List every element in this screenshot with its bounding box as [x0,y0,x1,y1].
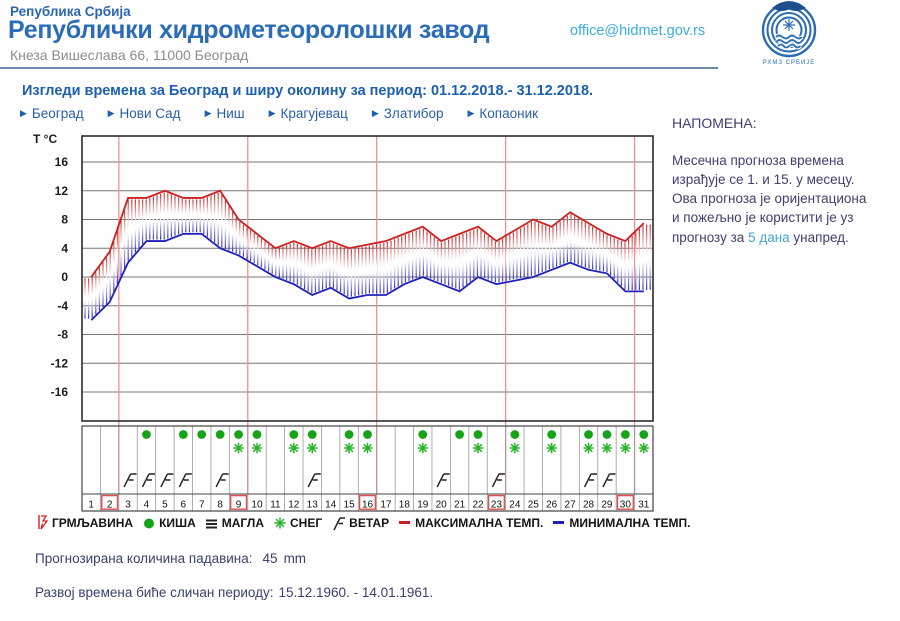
rain-icon [253,430,262,439]
precip-value: 45 [262,551,278,566]
header-divider [0,67,718,69]
napomena-body [672,151,872,247]
day-number: 17 [380,499,392,511]
day-number: 10 [251,499,263,511]
snow-icon [510,443,519,452]
nav-item-label: Златибор [383,106,444,121]
snow-icon [602,443,611,452]
y-axis-label: Т °С [33,132,58,146]
min-temp-icon [552,518,566,527]
temperature-forecast-chart [0,126,670,516]
wind-icon [142,474,155,487]
logo-caption: РХМЗ СРБИЈЕ [762,60,816,66]
snow-icon [252,443,261,452]
day-number: 19 [417,499,429,511]
five-day-forecast-link[interactable]: 5 дана [748,229,790,245]
nav-arrow-icon: ▶ [20,108,27,118]
snow-icon [234,443,243,452]
nav-item-novi-sad[interactable] [108,106,181,121]
day-number: 13 [306,499,318,511]
wind-icon [437,474,450,487]
rain-icon [418,430,427,439]
rain-icon [455,430,464,439]
legend-label: СНЕГ [290,515,323,530]
rain-icon [584,430,593,439]
y-tick-label: -8 [57,327,68,342]
legend-item-min-temp [552,516,690,530]
day-numbers [88,496,649,511]
day-number: 18 [398,499,410,511]
day-number: 23 [490,499,502,511]
rain-icon [216,430,225,439]
rain-icon [639,430,648,439]
legend-label: МАГЛА [221,515,265,530]
nav-arrow-icon: ▶ [371,108,379,118]
snow-icon [308,443,317,452]
chart-legend [36,514,691,531]
rain-icon [179,430,188,439]
header-org-name: Републички хидрометеоролошки завод [8,16,490,44]
header-country: Република Србија [10,4,131,19]
city-nav [20,106,538,121]
precipitation-line [35,551,306,566]
day-number: 9 [235,499,242,511]
legend-label: КИША [159,515,196,530]
nav-arrow-icon: ▶ [107,108,115,118]
thunder-icon [36,514,49,531]
y-tick-label: 12 [54,183,68,198]
day-number: 28 [582,499,595,511]
snow-icon [621,443,630,452]
day-number: 24 [509,499,521,511]
day-number: 5 [162,499,168,511]
y-tick-label: 16 [54,155,68,169]
wind-icon [331,515,346,531]
nav-item-nis[interactable] [205,106,245,121]
legend-item-wind [331,515,389,531]
nav-item-beograd[interactable] [20,106,84,121]
nav-arrow-icon: ▶ [467,108,475,118]
header-email-link[interactable]: office@hidmet.gov.rs [570,23,706,39]
nav-item-kragujevac[interactable] [269,106,348,121]
day-number: 12 [288,499,300,511]
snow-icon [273,516,287,530]
snow-icon [473,443,482,452]
legend-item-max-temp [398,516,543,530]
day-number: 29 [601,499,613,511]
similar-period-line [35,585,433,600]
nav-item-label: Крагујевац [280,106,348,121]
snow-icon [289,443,298,452]
day-number: 30 [619,499,631,511]
wind-icon [216,474,229,487]
y-tick-label: 0 [61,270,68,284]
logo-bird-icon [772,1,806,11]
day-number: 8 [217,499,223,511]
day-weather-symbols [124,430,648,487]
nav-arrow-icon: ▶ [204,108,212,118]
day-number: 14 [325,499,337,511]
rain-icon [289,430,298,439]
snow-icon [363,443,372,452]
day-number: 26 [546,499,558,511]
nav-item-label: Ниш [216,106,245,121]
rain-icon [547,430,556,439]
rain-icon [234,430,243,439]
nav-item-zlatibor[interactable] [372,106,444,121]
legend-label: ВЕТАР [349,515,390,530]
rain-icon [345,430,354,439]
precip-label: Прогнозирана количина падавина: [35,551,253,566]
rain-icon [142,516,156,530]
y-tick-label: -4 [57,298,68,313]
nav-item-kopaonik[interactable] [468,106,539,121]
day-number: 25 [527,499,539,511]
wind-icon [603,474,616,487]
nav-item-label: Београд [31,106,84,121]
day-number: 21 [454,499,466,511]
wind-icon [585,474,598,487]
snow-icon [547,443,556,452]
rain-icon [474,430,483,439]
legend-label: МАКСИМАЛНА ТЕМП. [415,515,544,530]
rhmz-logo-emblem [745,0,833,58]
rain-icon [510,430,519,439]
day-number: 20 [435,499,447,511]
legend-item-thunder [36,514,133,531]
day-number: 1 [88,499,94,511]
rain-icon [621,430,630,439]
day-number: 7 [198,499,205,511]
page-title: Изгледи времена за Београд и ширу околину за период: 01.12.2018.- 31.12.2018. [22,83,594,99]
header-address: Кнеза Вишеслава 66, 11000 Београд [10,47,249,63]
wind-icon [124,474,137,487]
wind-icon [161,474,174,487]
day-number: 4 [143,499,150,511]
y-tick-label: 8 [61,212,68,227]
nav-arrow-icon: ▶ [268,108,276,118]
napomena-block [672,115,872,247]
fog-icon [205,516,219,530]
nav-item-label: Нови Сад [119,106,181,121]
napomena-title: НАПОМЕНА: [672,115,757,131]
rain-icon [363,430,372,439]
legend-label: МИНИМАЛНА ТЕМП. [569,515,691,530]
legend-item-snow [273,516,322,530]
nav-item-label: Копаоник [479,106,539,121]
snow-icon [639,443,648,452]
y-tick-label: -12 [50,356,68,371]
max-temp-icon [398,518,412,527]
napomena-text: Месечна прогноза времена израђује се 1. и 15. у месецу. Ова прогноза је оријентациона и пожељно је користити је уз прогнозу за [672,153,867,245]
logo-waves-icon [776,36,802,48]
day-number: 16 [361,499,374,511]
similar-period-label: Развој времена биће сличан периоду: [35,585,274,600]
y-tick-label: 4 [61,241,68,256]
day-number: 3 [125,499,131,511]
rain-icon [197,430,206,439]
rain-icon [308,430,317,439]
similar-period-value: 15.12.1960. - 14.01.1961. [278,585,434,600]
day-number: 27 [564,499,576,511]
day-number: 22 [472,499,484,511]
day-number: 31 [638,499,650,511]
snow-icon [584,443,593,452]
day-number: 11 [270,499,281,511]
rain-icon [603,430,612,439]
day-number: 15 [343,499,355,511]
wind-icon [308,474,321,487]
rain-icon [142,430,151,439]
legend-label: ГРМЉАВИНА [52,515,134,530]
legend-item-fog [205,516,264,530]
wind-icon [179,474,192,487]
wind-icon [492,474,505,487]
napomena-text-after: унапред. [789,229,849,245]
day-number: 6 [180,499,187,511]
precip-unit: mm [283,551,307,566]
y-tick-label: -16 [50,385,68,399]
rhmz-logo [744,0,834,66]
snow-icon [418,443,427,452]
snow-icon [344,443,353,452]
day-number: 2 [106,499,113,511]
legend-item-rain [142,516,196,530]
